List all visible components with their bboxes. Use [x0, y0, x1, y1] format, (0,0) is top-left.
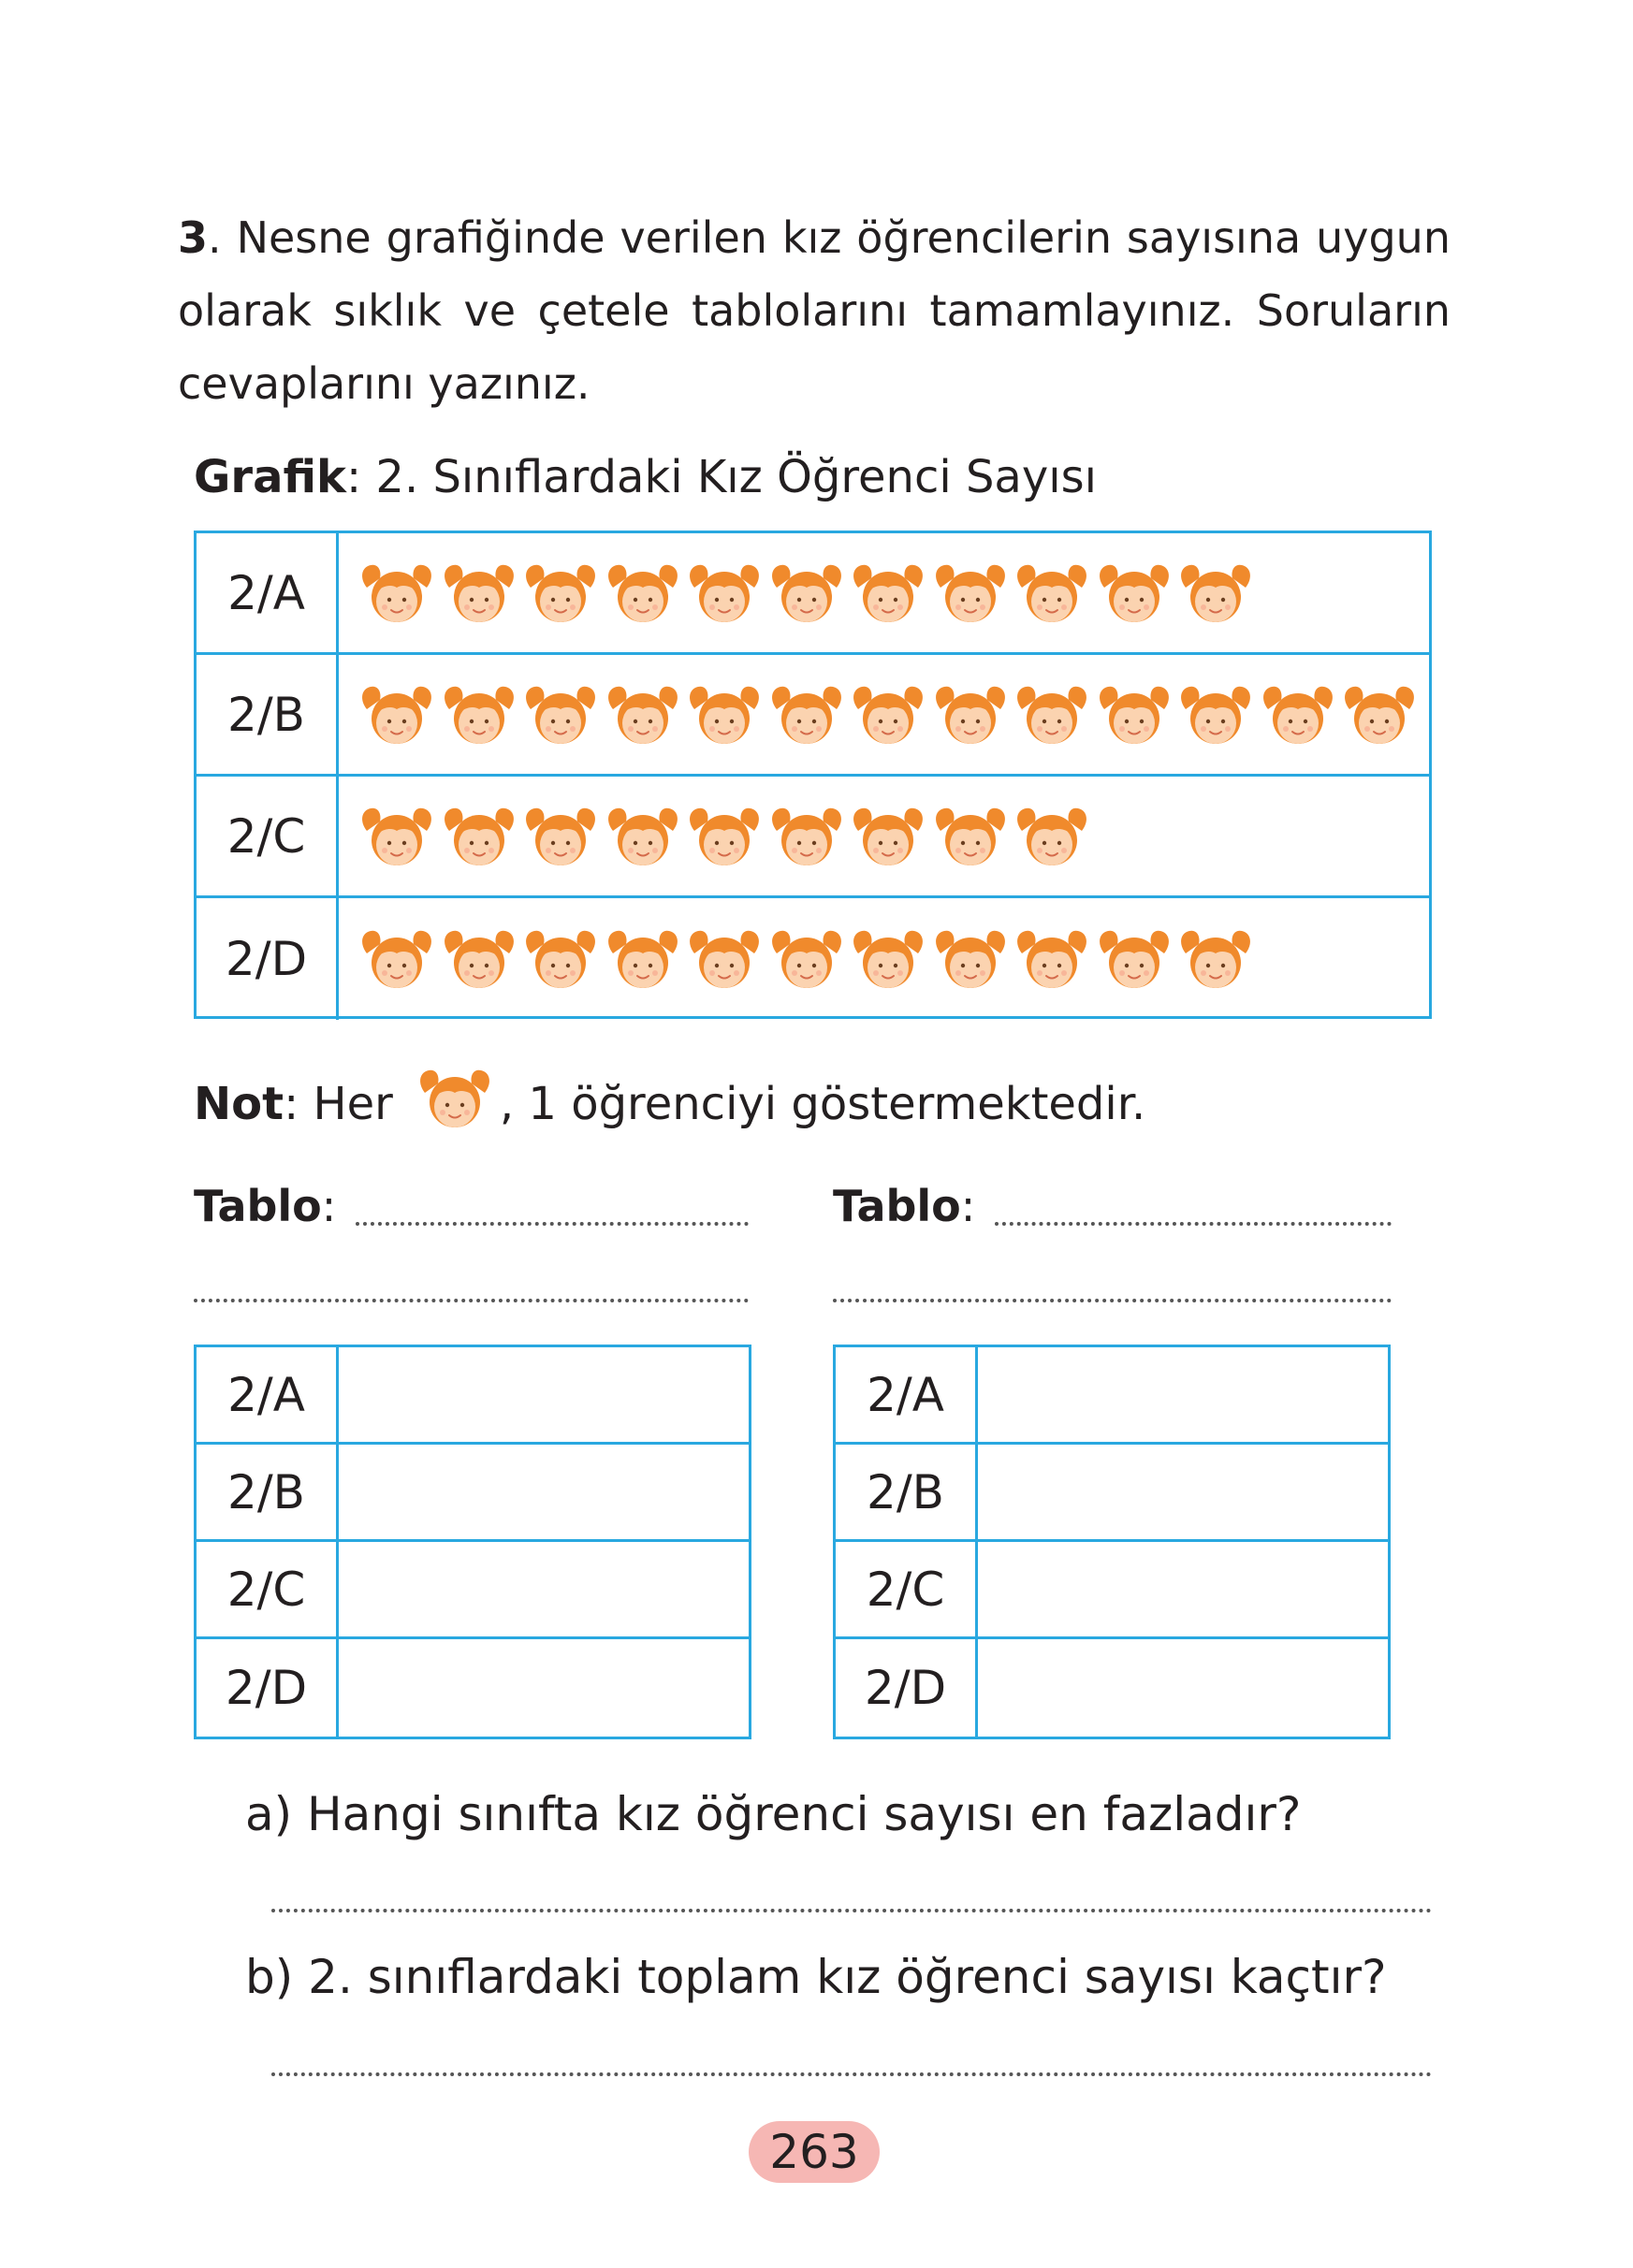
girl-face-icon: [1014, 560, 1089, 627]
girl-face-icon: [359, 925, 434, 993]
class-label: 2/D: [197, 1639, 339, 1737]
note-girl-icon: [417, 1065, 492, 1143]
girl-face-icon: [933, 803, 1008, 870]
note-suffix: , 1 öğrenciyi göstermektedir.: [499, 1078, 1146, 1130]
girl-face-icon: [442, 803, 517, 870]
table-row: [197, 1445, 749, 1542]
girl-face-icon: [933, 925, 1008, 993]
tablo-label-text: Tablo: [833, 1181, 961, 1231]
girl-face-icon: [1178, 681, 1253, 749]
tablo-colon: :: [960, 1181, 976, 1231]
tablo-2-title-line[interactable]: [995, 1222, 1392, 1226]
icon-row: [359, 533, 1261, 652]
table-row: [836, 1542, 1388, 1639]
girl-face-icon: [605, 560, 680, 627]
table-row: [197, 1639, 749, 1737]
girl-face-icon: [851, 560, 926, 627]
girl-face-icon: [605, 925, 680, 993]
tablo-label-2: [833, 1181, 975, 1231]
girl-face-icon: [605, 803, 680, 870]
class-label: 2/A: [197, 1347, 339, 1442]
question-b: b) 2. sınıflardaki toplam kız öğrenci sayısı kaçtır?: [245, 1950, 1387, 2004]
girl-face-icon: [769, 681, 844, 749]
class-label: 2/B: [836, 1445, 978, 1539]
class-label: 2/C: [836, 1542, 978, 1636]
girl-face-icon: [933, 681, 1008, 749]
girl-face-icon: [523, 925, 598, 993]
girl-face-icon: [1097, 560, 1172, 627]
class-label: 2/A: [197, 533, 339, 652]
tablo-2-title-line-2[interactable]: [833, 1299, 1392, 1302]
pictograph-row: [197, 655, 1429, 777]
tablo-1-title-line[interactable]: [356, 1222, 749, 1226]
girl-face-icon: [1014, 803, 1089, 870]
table-row: [197, 1347, 749, 1445]
girl-face-icon: [605, 681, 680, 749]
class-label: 2/A: [836, 1347, 978, 1442]
note-prefix: : Her: [284, 1078, 393, 1130]
girl-face-icon: [1097, 925, 1172, 993]
graph-label: Grafik: [194, 451, 346, 503]
page-number: 263: [749, 2121, 880, 2183]
girl-face-icon: [1342, 681, 1417, 749]
question-body: Nesne grafiğinde verilen kız öğrencilerin sayısına uygun olarak sıklık ve çetele tablolarını tamamlayınız. Soruların cevaplarını yazınız.: [178, 212, 1451, 409]
girl-face-icon: [769, 803, 844, 870]
table-row: [836, 1639, 1388, 1737]
icon-row: [359, 777, 1097, 895]
question-text: 3. Nesne grafiğinde verilen kız öğrencilerin sayısına uygun olarak sıklık ve çetele tablolarını tamamlayınız. Soruların cevaplarını yazınız.: [178, 212, 1451, 409]
tablo-label-text: Tablo: [194, 1181, 322, 1231]
note-label: Not: [194, 1078, 284, 1130]
girl-face-icon: [851, 803, 926, 870]
pictograph-row: [197, 533, 1429, 655]
tablo-1-title-line-2[interactable]: [194, 1299, 749, 1302]
girl-face-icon: [687, 925, 762, 993]
answer-a-line[interactable]: [271, 1909, 1432, 1912]
girl-face-icon: [442, 925, 517, 993]
class-label: 2/D: [836, 1639, 978, 1737]
girl-face-icon: [417, 1065, 492, 1132]
girl-face-icon: [523, 803, 598, 870]
girl-face-icon: [769, 925, 844, 993]
girl-face-icon: [1097, 681, 1172, 749]
tally-table: [833, 1345, 1391, 1739]
girl-face-icon: [1014, 681, 1089, 749]
girl-face-icon: [442, 681, 517, 749]
girl-face-icon: [933, 560, 1008, 627]
pictograph-row: [197, 898, 1429, 1020]
class-label: 2/C: [197, 1542, 339, 1636]
girl-face-icon: [851, 681, 926, 749]
question-a: a) Hangi sınıfta kız öğrenci sayısı en fazladır?: [245, 1787, 1302, 1841]
class-label: 2/D: [197, 898, 339, 1020]
graph-title: [194, 451, 1097, 503]
answer-b-line[interactable]: [271, 2072, 1432, 2076]
graph-title-text: : 2. Sınıflardaki Kız Öğrenci Sayısı: [345, 451, 1097, 503]
frequency-table: [194, 1345, 751, 1739]
table-row: [197, 1542, 749, 1639]
tablo-label-1: [194, 1181, 336, 1231]
table-row: [836, 1347, 1388, 1445]
girl-face-icon: [851, 925, 926, 993]
girl-face-icon: [523, 681, 598, 749]
table-row: [836, 1445, 1388, 1542]
icon-row: [359, 898, 1261, 1020]
girl-face-icon: [523, 560, 598, 627]
girl-face-icon: [687, 560, 762, 627]
girl-face-icon: [359, 560, 434, 627]
class-label: 2/B: [197, 655, 339, 774]
girl-face-icon: [359, 681, 434, 749]
girl-face-icon: [1014, 925, 1089, 993]
girl-face-icon: [442, 560, 517, 627]
note: [194, 1065, 1145, 1143]
girl-face-icon: [687, 681, 762, 749]
question-number: 3: [178, 212, 209, 263]
pictograph-row: [197, 777, 1429, 898]
girl-face-icon: [1178, 560, 1253, 627]
girl-face-icon: [769, 560, 844, 627]
girl-face-icon: [1261, 681, 1335, 749]
girl-face-icon: [359, 803, 434, 870]
class-label: 2/C: [197, 777, 339, 895]
girl-face-icon: [1178, 925, 1253, 993]
girl-face-icon: [687, 803, 762, 870]
class-label: 2/B: [197, 1445, 339, 1539]
icon-row: [359, 655, 1424, 774]
tablo-colon: :: [321, 1181, 337, 1231]
pictograph-table: [194, 531, 1432, 1019]
